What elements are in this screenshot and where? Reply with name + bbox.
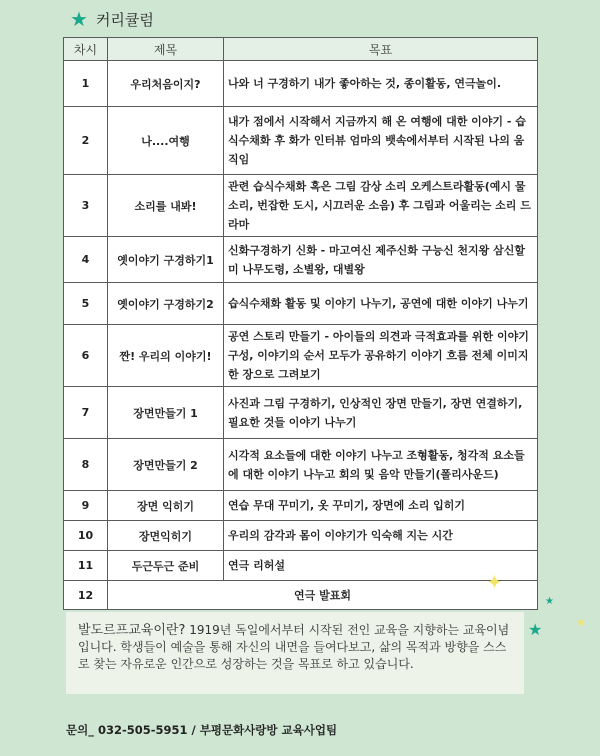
session-number: 6 [64,325,108,387]
table-row [64,439,538,491]
final-session-title: 연극 발표회 [108,581,538,610]
table-row [64,61,538,107]
table-row [64,491,538,521]
table-row [64,387,538,439]
session-number: 4 [64,237,108,283]
session-number: 3 [64,175,108,237]
session-title: 옛이야기 구경하기1 [108,237,224,283]
session-number: 11 [64,551,108,581]
session-title: 짠! 우리의 이야기! [108,325,224,387]
session-title: 나....여행 [108,107,224,175]
intro-body: 1919년 독일에서부터 시작된 전인 교육을 지향하는 교육이념입니다. 학생들이 예술을 통해 자신의 내면을 들여다보고, 삶의 목적과 방향을 스스로 찾는 자유로운 인간으로 성장하는 것을 목표로 하고 있습니다. [78,623,510,671]
star-icon-teal: ★ [528,620,543,639]
session-title: 장면만들기 2 [108,439,224,491]
session-goal: 우리의 감각과 몸이 이야기가 익숙해 지는 시간 [224,521,538,551]
star-icon-yellow: ★ [576,616,586,629]
session-goal: 나와 너 구경하기 내가 좋아하는 것, 종이활동, 연극놀이. [224,61,538,107]
header-title: 제목 [108,38,224,61]
session-number: 8 [64,439,108,491]
table-row [64,107,538,175]
session-goal: 사진과 그림 구경하기, 인상적인 장면 만들기, 장면 연결하기, 필요한 것들 이야기 나누기 [224,387,538,439]
table-row [64,237,538,283]
star-icon: ★ [70,7,88,31]
session-goal: 시각적 요소들에 대한 이야기 나누고 조형활동, 청각적 요소들에 대한 이야기 나누고 회의 및 음악 만들기(폴리사운드) [224,439,538,491]
page-title: 커리큘럼 [95,10,154,29]
session-title: 장면익히기 [108,521,224,551]
session-number: 7 [64,387,108,439]
session-number: 9 [64,491,108,521]
table-row [64,325,538,387]
session-goal: 연습 무대 꾸미기, 옷 꾸미기, 장면에 소리 입히기 [224,491,538,521]
session-goal: 신화구경하기 신화 - 마고여신 제주신화 구능신 천지왕 삼신할미 나무도령, 소별왕, 대별왕 [224,237,538,283]
session-number: 12 [64,581,108,610]
table-row-final [64,581,538,610]
header-goal: 목표 [224,38,538,61]
session-goal: 공연 스토리 만들기 - 아이들의 의견과 극적효과를 위한 이야기 구성, 이야기의 순서 모두가 공유하기 이야기 흐름 전체 이미지 한 장으로 그려보기 [224,325,538,387]
waldorf-intro-box [66,612,524,694]
table-row [64,551,538,581]
curriculum-header [70,6,154,32]
table-row [64,521,538,551]
table-row [64,175,538,237]
session-number: 10 [64,521,108,551]
session-title: 두근두근 준비 [108,551,224,581]
sparkle-star-icon: ✦ [486,570,503,594]
session-goal: 습식수채화 활동 및 이야기 나누기, 공연에 대한 이야기 나누기 [224,283,538,325]
small-star-icon: ★ [545,596,554,607]
session-goal: 내가 점에서 시작해서 지금까지 해 온 여행에 대한 이야기 - 습식수채화 후 화가 인터뷰 엄마의 뱃속에서부터 시작된 나의 움직임 [224,107,538,175]
session-goal: 관련 습식수채화 혹은 그림 감상 소리 오케스트라활동(예시 물소리, 번잡한 도시, 시끄러운 소음) 후 그림과 어울리는 소리 드라마 [224,175,538,237]
session-number: 1 [64,61,108,107]
contact-footer: 문의_ 032-505-5951 / 부평문화사랑방 교육사업팀 [66,723,338,737]
curriculum-table-wrapper [63,37,537,610]
session-title: 옛이야기 구경하기2 [108,283,224,325]
session-goal: 연극 리허설 [224,551,538,581]
session-number: 5 [64,283,108,325]
curriculum-table [63,37,538,610]
session-title: 장면 익히기 [108,491,224,521]
intro-lead: 발도르프교육이란? [78,623,186,638]
session-number: 2 [64,107,108,175]
table-row [64,283,538,325]
session-title: 장면만들기 1 [108,387,224,439]
table-header-row [64,38,538,61]
session-title: 우리처음이지? [108,61,224,107]
header-session: 차시 [64,38,108,61]
session-title: 소리를 내봐! [108,175,224,237]
